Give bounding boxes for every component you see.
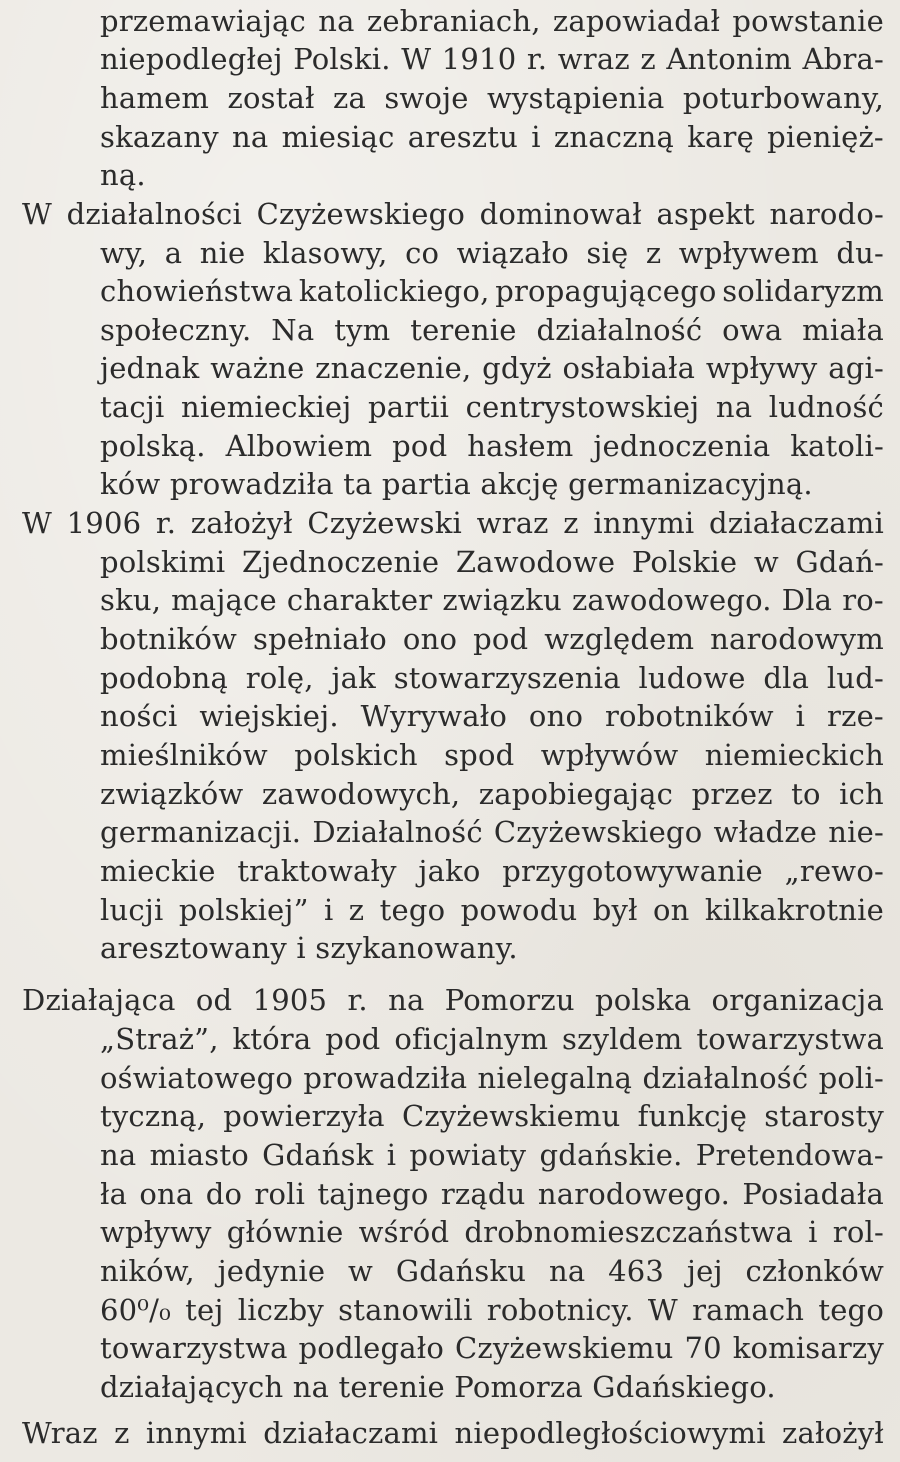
word: prowadziła [303, 1061, 468, 1095]
word: klasowy, [262, 236, 388, 270]
word: na [715, 390, 753, 424]
word: w [348, 1254, 374, 1288]
text-line [100, 1021, 884, 1057]
word: i [323, 893, 334, 927]
word: przemawiając [100, 4, 306, 38]
word: agi- [828, 351, 884, 385]
word: Gdańsk [262, 1138, 374, 1172]
word: funkcję [637, 1099, 748, 1133]
word: robotnicy. [486, 1293, 634, 1327]
word: W [22, 506, 53, 540]
word: organizacja [711, 983, 884, 1017]
word: na [318, 4, 355, 38]
word: ludność [768, 390, 884, 424]
word: polskimi [100, 545, 226, 579]
word: jako [418, 854, 481, 888]
word: działaczami [263, 1416, 439, 1450]
word: władze [713, 815, 818, 849]
word: Antonim [666, 42, 792, 76]
word: du- [836, 236, 884, 270]
text-line [100, 1060, 884, 1096]
text-line [100, 80, 884, 116]
text-line [100, 1330, 884, 1366]
text-line: ną. [100, 158, 146, 192]
word: Dla [781, 583, 833, 617]
word: partii [368, 390, 450, 424]
word: na [388, 983, 425, 1017]
word: hasłem [467, 429, 574, 463]
word: wystąpienia [486, 81, 665, 115]
word: stanowili [338, 1293, 473, 1327]
word: z [640, 42, 656, 76]
text-line [100, 3, 884, 39]
word: mające [171, 583, 277, 617]
word: podlegało [298, 1331, 445, 1365]
word: Czyżewski [307, 506, 462, 540]
word: znaczną [553, 120, 675, 154]
word: lud- [826, 661, 884, 695]
word: ludowe [638, 661, 746, 695]
word: a [164, 236, 183, 270]
text-line [100, 235, 884, 271]
word: traktowały [237, 854, 397, 888]
word: głównie [226, 1215, 344, 1249]
text-line [100, 41, 884, 77]
text-line [100, 273, 884, 309]
word: stowarzyszenia [393, 661, 621, 695]
word: Pretendowa- [695, 1138, 884, 1172]
word: Pomorzu [444, 983, 575, 1017]
word: niemieckich [704, 738, 884, 772]
word: wpływem [678, 236, 819, 270]
word: i [795, 699, 806, 733]
word: 60⁰/₀ [100, 1293, 171, 1327]
word: ników, [100, 1254, 195, 1288]
word: Działająca [22, 983, 176, 1017]
word: spod [444, 738, 515, 772]
word: katoli- [790, 429, 884, 463]
word: ich [839, 777, 884, 811]
word: Zawodowe [455, 545, 616, 579]
word: zawodowych, [261, 777, 461, 811]
word: z [114, 1416, 130, 1450]
word: działalność [536, 313, 703, 347]
word: Czyżewskiego [493, 815, 703, 849]
word: nie- [828, 815, 884, 849]
word: to [791, 777, 821, 811]
word: jej [686, 1254, 723, 1288]
word: hamem [100, 81, 210, 115]
word: Posiadała [742, 1177, 884, 1211]
text-line [100, 312, 884, 348]
text-line: działających na terenie Pomorza Gdańskiego. [100, 1370, 776, 1404]
word: ła [100, 1177, 128, 1211]
word: r. [526, 42, 548, 76]
word: rol- [832, 1215, 884, 1249]
word: od [195, 983, 233, 1017]
word: działalności [66, 197, 242, 231]
word: w [753, 545, 779, 579]
text-line [100, 698, 884, 734]
word: swoje [384, 81, 469, 115]
text-line [100, 621, 884, 657]
word: tej [185, 1293, 224, 1327]
word: „rewo- [784, 854, 884, 888]
word: nielegalną [477, 1061, 633, 1095]
word: wraz [476, 506, 549, 540]
text-line [100, 389, 884, 425]
word: tacji [100, 390, 165, 424]
word: wraz [557, 42, 630, 76]
word: niemieckiej [180, 390, 352, 424]
text-line [100, 119, 884, 155]
text-line [100, 1098, 884, 1134]
word: wy, [100, 236, 148, 270]
word: na [231, 120, 269, 154]
word: lucji [100, 893, 164, 927]
word: ona [139, 1177, 194, 1211]
word: pod [325, 1022, 381, 1056]
word: terenie [410, 313, 517, 347]
word: poli- [818, 1061, 884, 1095]
word: charakter [286, 583, 433, 617]
text-line: ków prowadziła ta partia akcję germanizacyjną. [100, 467, 813, 501]
text-line [100, 1253, 884, 1289]
word: W [22, 197, 53, 231]
word: poturbowany, [682, 81, 884, 115]
word: 463 [608, 1254, 665, 1288]
word: aspekt [656, 197, 755, 231]
word: centrystowskiej [465, 390, 700, 424]
word: Polskie [631, 545, 738, 579]
word: towarzystwa [696, 1022, 884, 1056]
word: zapowiadał [552, 4, 721, 38]
word: dla [763, 661, 810, 695]
word: członków [745, 1254, 884, 1288]
text-line [22, 1415, 884, 1451]
text-line [100, 1292, 884, 1328]
word: miasto [149, 1138, 249, 1172]
word: na [100, 1138, 137, 1172]
word: Czyżewskiego [256, 197, 466, 231]
word: polskiej” [178, 893, 309, 927]
word: przez [691, 777, 773, 811]
word: pod [392, 429, 448, 463]
word: 70 [684, 1331, 722, 1365]
word: on [653, 893, 690, 927]
text-line [100, 892, 884, 928]
word: wpływy [100, 1215, 212, 1249]
word: do [205, 1177, 243, 1211]
word: polskich [294, 738, 418, 772]
word: zebraniach, [366, 4, 541, 38]
word: tyczną, [100, 1099, 207, 1133]
word: ramach [692, 1293, 805, 1327]
word: botników [100, 622, 238, 656]
word: narodo- [769, 197, 884, 231]
word: robotników [604, 699, 774, 733]
word: co [405, 236, 440, 270]
text-line [100, 660, 884, 696]
word: jednak [100, 351, 200, 385]
word: wśród [358, 1215, 450, 1249]
word: wpływów [540, 738, 679, 772]
word: 1906 [66, 506, 142, 540]
word: Na [271, 313, 315, 347]
word: został [227, 81, 315, 115]
text-line [100, 737, 884, 773]
word: mieckie [100, 854, 216, 888]
word: oświatowego [100, 1061, 294, 1095]
word: kilkakrotnie [704, 893, 884, 927]
word: która [232, 1022, 312, 1056]
text-line [100, 1176, 884, 1212]
word: podobną [100, 661, 228, 695]
word: i [386, 1138, 397, 1172]
word: założył [190, 506, 293, 540]
word: roli [254, 1177, 306, 1211]
word: z [563, 506, 579, 540]
word: solidaryzm [722, 274, 884, 308]
word: innymi [593, 506, 695, 540]
word: towarzystwa [100, 1331, 288, 1365]
word: ważne [210, 351, 305, 385]
word: jak [331, 661, 376, 695]
word: ności [100, 699, 178, 733]
word: względem [544, 622, 695, 656]
word: na [548, 1254, 586, 1288]
text-line [100, 350, 884, 386]
word: gdyż [482, 351, 552, 385]
word: r. [155, 506, 177, 540]
text-line [100, 582, 884, 618]
word: Gdańsku [395, 1254, 527, 1288]
word: założył [782, 1416, 884, 1450]
word: powiaty [409, 1138, 527, 1172]
word: miesiąc [281, 120, 395, 154]
word: Czyżewskiemu [454, 1331, 674, 1365]
word: Działalność [312, 815, 483, 849]
word: powodu [460, 893, 578, 927]
word: Czyżewskiemu [401, 1099, 621, 1133]
word: związków [100, 777, 244, 811]
word: działaczami [709, 506, 884, 540]
word: „Straż”, [100, 1022, 219, 1056]
word: polska [595, 983, 692, 1017]
word: 1910 [441, 42, 517, 76]
word: tym [334, 313, 391, 347]
word: i [808, 1215, 818, 1249]
word: rolę, [245, 661, 314, 695]
word: zapobiegając [478, 777, 674, 811]
text-line [100, 428, 884, 464]
text-line [100, 776, 884, 812]
word: wiejskiej. [199, 699, 339, 733]
word: Wraz [22, 1416, 98, 1450]
word: działalność [642, 1061, 809, 1095]
word: propagującego [495, 274, 717, 308]
word: rze- [827, 699, 884, 733]
text-line: aresztowany i szykanowany. [100, 931, 518, 965]
text-line [100, 814, 884, 850]
word: Abra- [802, 42, 884, 76]
word: był [592, 893, 638, 927]
text-line [100, 544, 884, 580]
word: 1905 [252, 983, 328, 1017]
word: Wyrywało [360, 699, 508, 733]
word: chowieństwa [100, 274, 294, 308]
word: jedynie [217, 1254, 326, 1288]
word: dominował [479, 197, 642, 231]
word: Albowiem [225, 429, 373, 463]
word: innymi [145, 1416, 247, 1450]
word: pod [473, 622, 529, 656]
word: tego [818, 1293, 884, 1327]
word: niepodległościowymi [454, 1416, 766, 1450]
word: zawodowego. [571, 583, 772, 617]
text-line [22, 505, 884, 541]
word: germanizacji. [100, 815, 302, 849]
word: liczby [237, 1293, 324, 1327]
word: oficjalnym [394, 1022, 549, 1056]
word: szyldem [562, 1022, 683, 1056]
word: tego [379, 893, 446, 927]
word: osłabiała [562, 351, 696, 385]
word: społeczny. [100, 313, 252, 347]
word: niepodległej [100, 42, 283, 76]
word: się [586, 236, 629, 270]
word: za [333, 81, 366, 115]
word: jednoczenia [593, 429, 771, 463]
word: owa [722, 313, 783, 347]
word: drobnomieszczaństwa [464, 1215, 793, 1249]
text-line [22, 196, 884, 232]
word: sku, [100, 583, 162, 617]
word: polską. [100, 429, 206, 463]
word: powierzyła [223, 1099, 385, 1133]
word: W [401, 42, 432, 76]
word: ro- [842, 583, 884, 617]
word: tajnego [317, 1177, 429, 1211]
word: katolickiego, [298, 274, 490, 308]
word: powstanie [732, 4, 884, 38]
word: ono [402, 622, 458, 656]
text-line [100, 1214, 884, 1250]
word: skazany [100, 120, 219, 154]
word: gdańskie. [539, 1138, 683, 1172]
word: narodowego. [537, 1177, 731, 1211]
word: z [348, 893, 365, 927]
word: ono [528, 699, 584, 733]
word: aresztu [407, 120, 519, 154]
word: r. [347, 983, 368, 1017]
word: starosty [764, 1099, 884, 1133]
word: rządu [440, 1177, 526, 1211]
text-line [22, 982, 884, 1018]
word: z [645, 236, 662, 270]
text-line [100, 1137, 884, 1173]
word: znaczenie, [315, 351, 472, 385]
word: spełniało [253, 622, 387, 656]
word: pienięż- [767, 120, 884, 154]
word: Zjednoczenie [242, 545, 440, 579]
word: wiązało [456, 236, 569, 270]
word: Gdań- [795, 545, 884, 579]
word: mieślników [100, 738, 268, 772]
word: Polski. [293, 42, 391, 76]
word: karę [687, 120, 754, 154]
text-line [100, 853, 884, 889]
word: komisarzy [732, 1331, 884, 1365]
word: nie [199, 236, 246, 270]
word: i [531, 120, 541, 154]
word: W [647, 1293, 678, 1327]
word: narodowym [710, 622, 884, 656]
word: wpływy [705, 351, 818, 385]
word: miała [802, 313, 884, 347]
word: przygotowywanie [502, 854, 763, 888]
word: związku [442, 583, 562, 617]
